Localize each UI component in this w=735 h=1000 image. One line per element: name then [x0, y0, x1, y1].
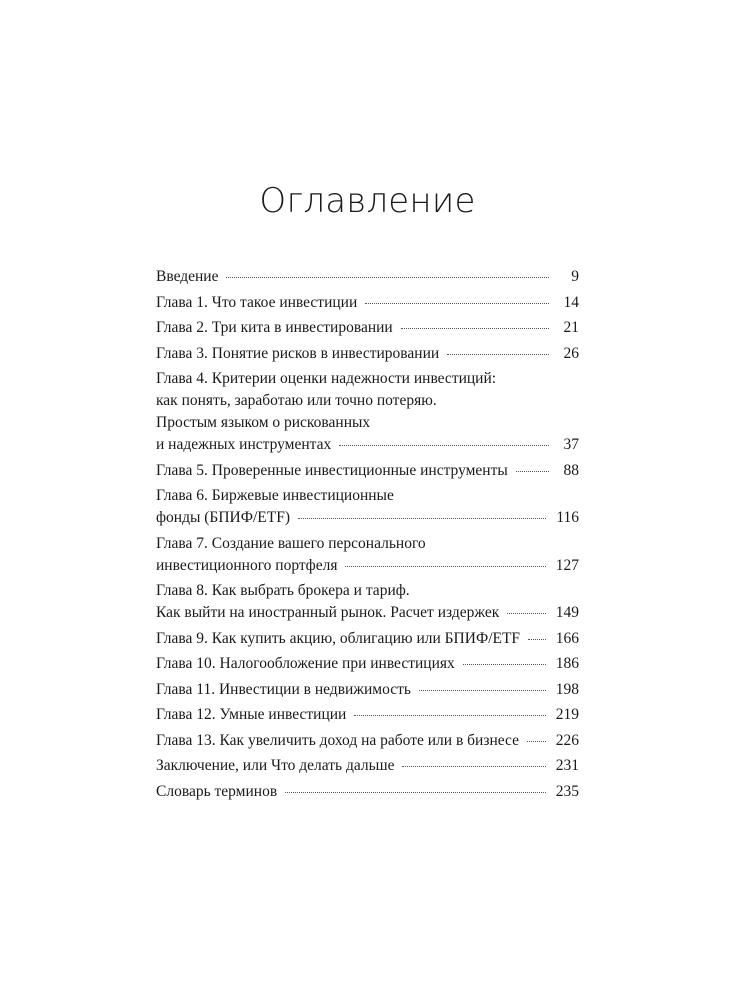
toc-entry-last-line: [156, 628, 579, 650]
toc-entry-title-line: Глава 10. Налогообложение при инвестициях: [156, 655, 455, 672]
toc-entry-title-line: Глава 11. Инвестиции в недвижимость: [156, 680, 411, 698]
toc-entry-title-line: Глава 5. Проверенные инвестиционные инструменты: [156, 461, 508, 479]
toc-page-number: 198: [555, 680, 579, 698]
dot-leader: [528, 625, 546, 640]
dot-leader: [463, 650, 546, 665]
toc-entry[interactable]: [156, 343, 579, 365]
toc-page-number: 14: [563, 293, 579, 311]
toc-entry-title-line: Глава 2. Три кита в инвестировании: [156, 319, 393, 336]
toc-page-number: 166: [555, 629, 579, 647]
toc-entry-title-line: Глава 8. Как выбрать брокера и тариф.: [156, 582, 410, 599]
toc-entry-last-line: [156, 730, 579, 752]
toc-entry-last-line: [156, 781, 579, 803]
toc-page-number: 226: [555, 731, 579, 749]
toc-entry[interactable]: [156, 533, 579, 577]
toc-entry-last-line: [156, 292, 579, 314]
toc-entry-title-line: Заключение, или Что делать дальше: [156, 757, 395, 774]
toc-entry[interactable]: [156, 368, 579, 456]
toc-entry-last-line: [156, 704, 579, 726]
toc-page-number: 88: [563, 461, 579, 479]
toc-entry-last-line: [156, 317, 579, 339]
toc-entry[interactable]: [156, 755, 579, 777]
dot-leader: [401, 314, 549, 329]
toc-entry-last-line: [156, 343, 579, 365]
toc-entry[interactable]: [156, 580, 579, 624]
toc-page-number: 186: [555, 655, 579, 672]
toc-entry[interactable]: [156, 781, 579, 803]
toc-entry-last-line: [156, 755, 579, 777]
dot-leader: [447, 340, 549, 355]
dot-leader: [298, 504, 546, 519]
toc-entry-last-line: [156, 434, 579, 456]
toc-entry[interactable]: [156, 679, 579, 701]
toc-entry-last-line: [156, 266, 579, 288]
dot-leader: [339, 431, 549, 446]
toc-entry[interactable]: [156, 317, 579, 339]
toc-entry-title-line: Как выйти на иностранный рынок. Расчет издержек: [156, 604, 500, 621]
dot-leader: [345, 552, 545, 567]
table-of-contents: [156, 266, 579, 803]
toc-entry-last-line: [156, 602, 579, 624]
toc-page-number: 127: [555, 556, 579, 574]
toc-entry-last-line: [156, 653, 579, 675]
toc-entry-title-line: Простым языком о рискованных: [156, 414, 371, 431]
toc-page-number: 116: [556, 509, 579, 526]
toc-entry[interactable]: [156, 653, 579, 675]
toc-entry-title-line: фонды (БПИФ/ETF): [156, 509, 290, 526]
toc-entry[interactable]: [156, 730, 579, 752]
toc-entry-title-line: Глава 13. Как увеличить доход на работе или в бизнесе: [156, 731, 519, 749]
toc-entry-last-line: [156, 507, 579, 529]
toc-entry-title-line: Введение: [156, 268, 219, 285]
toc-page-number: 26: [563, 344, 579, 362]
toc-page-number: 149: [555, 604, 579, 621]
toc-entry-title-line: Глава 6. Биржевые инвестиционные: [156, 487, 394, 504]
toc-entry-last-line: [156, 460, 579, 482]
toc-page-number: 235: [555, 782, 579, 800]
dot-leader: [354, 701, 545, 716]
toc-entry-title-line: Глава 12. Умные инвестиции: [156, 706, 347, 723]
toc-entry-title-line: Глава 1. Что такое инвестиции: [156, 293, 358, 311]
toc-entry[interactable]: [156, 266, 579, 288]
dot-leader: [365, 289, 549, 304]
page-title: Оглавление: [259, 180, 476, 221]
dot-leader: [285, 778, 546, 793]
toc-entry[interactable]: [156, 460, 579, 482]
toc-page-number: 219: [555, 706, 579, 723]
dot-leader: [527, 727, 546, 742]
dot-leader: [402, 752, 545, 767]
toc-entry-title-line: Словарь терминов: [156, 782, 278, 800]
toc-page-number: 231: [555, 757, 579, 774]
dot-leader: [226, 263, 549, 278]
dot-leader: [419, 676, 546, 691]
toc-entry-title-line: как понять, заработаю или точно потеряю.: [156, 392, 437, 409]
toc-entry-title-line: Глава 3. Понятие рисков в инвестировании: [156, 344, 440, 362]
toc-entry[interactable]: [156, 704, 579, 726]
toc-entry[interactable]: [156, 628, 579, 650]
toc-entry[interactable]: [156, 292, 579, 314]
toc-entry-title-line: инвестиционного портфеля: [156, 556, 338, 574]
toc-entry-title-line: Глава 9. Как купить акцию, облигацию или БПИФ/ETF: [156, 629, 521, 647]
toc-entry-title-line: и надежных инструментах: [156, 436, 332, 453]
toc-entry-last-line: [156, 555, 579, 577]
toc-page-number: 21: [563, 319, 579, 336]
toc-page-number: 9: [571, 268, 579, 285]
toc-entry-last-line: [156, 679, 579, 701]
dot-leader: [516, 457, 549, 472]
toc-entry-title-line: Глава 4. Критерии оценки надежности инвестиций:: [156, 370, 497, 387]
toc-entry-title-line: Глава 7. Создание вашего персонального: [156, 534, 426, 552]
dot-leader: [507, 599, 545, 614]
toc-entry[interactable]: [156, 485, 579, 529]
toc-page-number: 37: [563, 436, 579, 453]
